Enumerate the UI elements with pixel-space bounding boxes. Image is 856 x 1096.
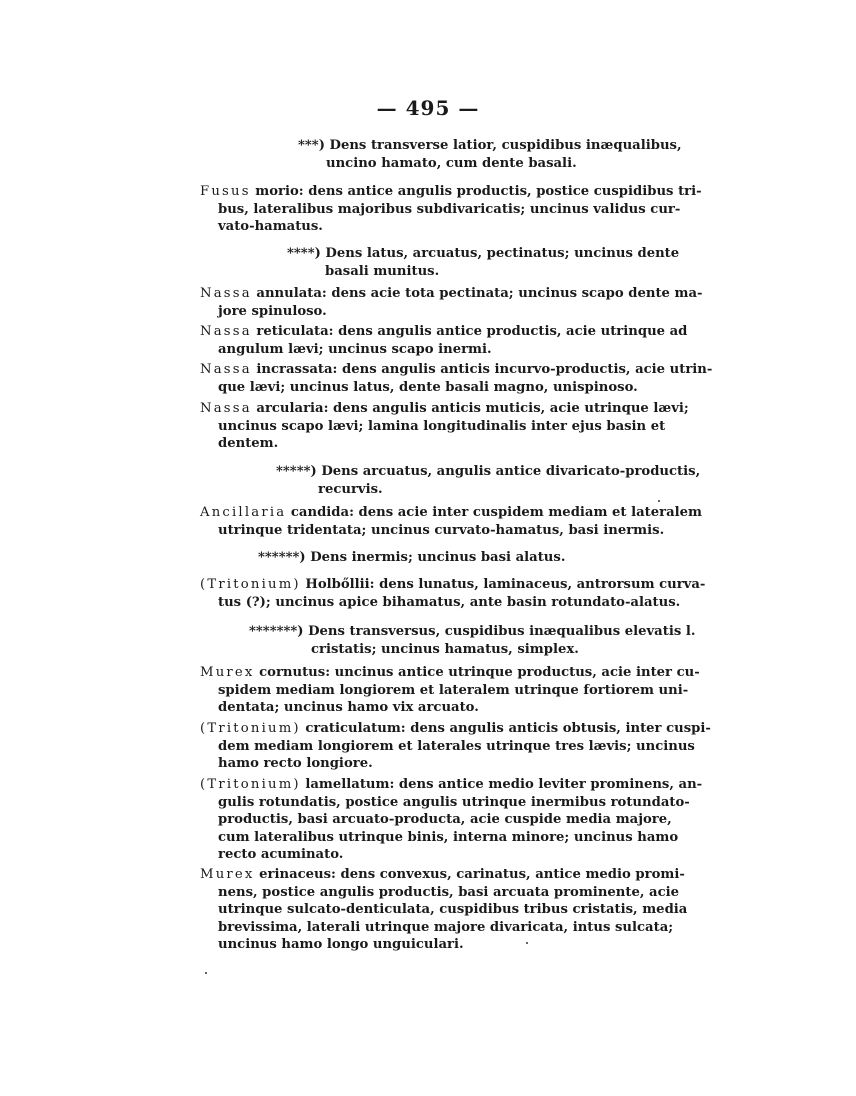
species-entry bbox=[200, 400, 689, 453]
species-entry bbox=[200, 361, 713, 396]
print-speck bbox=[526, 942, 528, 944]
text-line: uncinus hamo longo unguiculari. bbox=[218, 937, 464, 953]
genus-name: Murex bbox=[200, 867, 255, 882]
text-line: ***) Dens transverse latior, cuspidibus inæqualibus, bbox=[298, 138, 682, 153]
text-line bbox=[200, 361, 713, 379]
text-line: angulum lævi; uncinus scapo inermi. bbox=[218, 341, 492, 357]
page-number: — 495 — bbox=[376, 96, 480, 120]
species-entry bbox=[200, 720, 711, 773]
line-text: candida: dens acie inter cuspidem mediam et lateralem bbox=[290, 505, 702, 520]
genus-name: Nassa bbox=[200, 362, 252, 377]
genus-name: Ancillaria bbox=[200, 505, 287, 520]
species-entry bbox=[200, 664, 700, 717]
text-line: brevissima, laterali utrinque majore divaricata, intus sulcata; bbox=[218, 919, 674, 935]
text-line bbox=[200, 576, 706, 594]
species-entry bbox=[200, 866, 688, 954]
text-line bbox=[200, 285, 703, 303]
line-text: erinaceus: dens convexus, carinatus, antice medio promi- bbox=[259, 867, 685, 882]
text-line bbox=[200, 323, 688, 341]
text-line: spidem mediam longiorem et lateralem utrinque fortiorem uni- bbox=[218, 682, 689, 698]
text-line: tus (?); uncinus apice bihamatus, ante basin rotundato-alatus. bbox=[218, 594, 681, 610]
line-text: cornutus: uncinus antice utrinque productus, acie inter cu- bbox=[259, 665, 700, 680]
text-line bbox=[200, 183, 702, 201]
footnote bbox=[298, 137, 682, 172]
species-entry bbox=[200, 504, 702, 539]
text-line: bus, lateralibus majoribus subdivaricatis; uncinus validus cur- bbox=[218, 201, 681, 217]
text-line bbox=[200, 504, 702, 522]
text-line: recurvis. bbox=[318, 481, 383, 497]
text-line: *******) Dens transversus, cuspidibus inæqualibus elevatis l. bbox=[249, 624, 696, 639]
species-entry bbox=[200, 576, 706, 611]
species-entry bbox=[200, 776, 703, 864]
text-line bbox=[200, 400, 689, 418]
text-line: gulis rotundatis, postice angulis utrinque inermibus rotundato- bbox=[218, 794, 690, 810]
genus-name: (Tritonium) bbox=[200, 577, 301, 592]
genus-name: (Tritonium) bbox=[200, 721, 301, 736]
text-line: recto acuminato. bbox=[218, 847, 344, 863]
text-line: uncinus scapo lævi; lamina longitudinalis inter ejus basin et bbox=[218, 418, 666, 434]
genus-name: Nassa bbox=[200, 286, 252, 301]
footnote bbox=[276, 463, 701, 498]
print-speck bbox=[205, 972, 207, 974]
genus-name: (Tritonium) bbox=[200, 777, 301, 792]
text-line bbox=[200, 664, 700, 682]
text-line: ****) Dens latus, arcuatus, pectinatus; uncinus dente bbox=[287, 246, 680, 261]
line-text: incrassata: dens angulis anticis incurvo-productis, acie utrin- bbox=[256, 362, 713, 377]
genus-name: Murex bbox=[200, 665, 255, 680]
text-line: dentem. bbox=[218, 436, 279, 452]
text-line bbox=[200, 866, 685, 884]
line-text: morio: dens antice angulis productis, postice cuspidibus tri- bbox=[255, 184, 702, 199]
text-line: jore spinuloso. bbox=[218, 303, 327, 319]
text-line: dem mediam longiorem et laterales utrinque tres lævis; uncinus bbox=[218, 738, 695, 754]
footnote bbox=[249, 623, 696, 658]
line-text: arcularia: dens angulis anticis muticis, acie utrinque lævi; bbox=[256, 401, 689, 416]
line-text: Holbőllii: dens lunatus, laminaceus, antrorsum curva- bbox=[305, 577, 706, 592]
line-text: lamellatum: dens antice medio leviter prominens, an- bbox=[305, 777, 703, 792]
genus-name: Nassa bbox=[200, 401, 252, 416]
print-speck bbox=[658, 500, 660, 502]
text-line bbox=[200, 776, 703, 794]
text-line: ******) Dens inermis; uncinus basi alatus. bbox=[258, 550, 566, 565]
species-entry bbox=[200, 285, 703, 320]
footnote bbox=[287, 245, 680, 280]
genus-name: Fusus bbox=[200, 184, 251, 199]
text-line: que lævi; uncinus latus, dente basali magno, unispinoso. bbox=[218, 379, 638, 395]
text-line: basali munitus. bbox=[325, 263, 440, 279]
text-line: cristatis; uncinus hamatus, simplex. bbox=[311, 641, 579, 657]
text-line: uncino hamato, cum dente basali. bbox=[326, 155, 577, 171]
species-entry bbox=[200, 323, 688, 358]
text-line: cum lateralibus utrinque binis, interna minore; uncinus hamo bbox=[218, 829, 679, 845]
text-line bbox=[200, 720, 711, 738]
text-line: nens, postice angulis productis, basi arcuata prominente, acie bbox=[218, 884, 680, 900]
text-line: utrinque tridentata; uncinus curvato-hamatus, basi inermis. bbox=[218, 522, 665, 538]
species-entry bbox=[200, 183, 702, 236]
text-line: vato-hamatus. bbox=[218, 219, 323, 235]
text-line: utrinque sulcato-denticulata, cuspidibus tribus cristatis, media bbox=[218, 902, 688, 918]
text-line: dentata; uncinus hamo vix arcuato. bbox=[218, 700, 479, 716]
text-line: *****) Dens arcuatus, angulis antice divaricato-productis, bbox=[276, 464, 701, 479]
line-text: craticulatum: dens angulis anticis obtusis, inter cuspi- bbox=[305, 721, 711, 736]
text-line: hamo recto longiore. bbox=[218, 756, 373, 772]
genus-name: Nassa bbox=[200, 324, 252, 339]
footnote bbox=[258, 549, 658, 567]
line-text: annulata: dens acie tota pectinata; uncinus scapo dente ma- bbox=[256, 286, 703, 301]
line-text: reticulata: dens angulis antice productis, acie utrinque ad bbox=[256, 324, 688, 339]
text-line: productis, basi arcuato-producta, acie cuspide media majore, bbox=[218, 812, 672, 828]
